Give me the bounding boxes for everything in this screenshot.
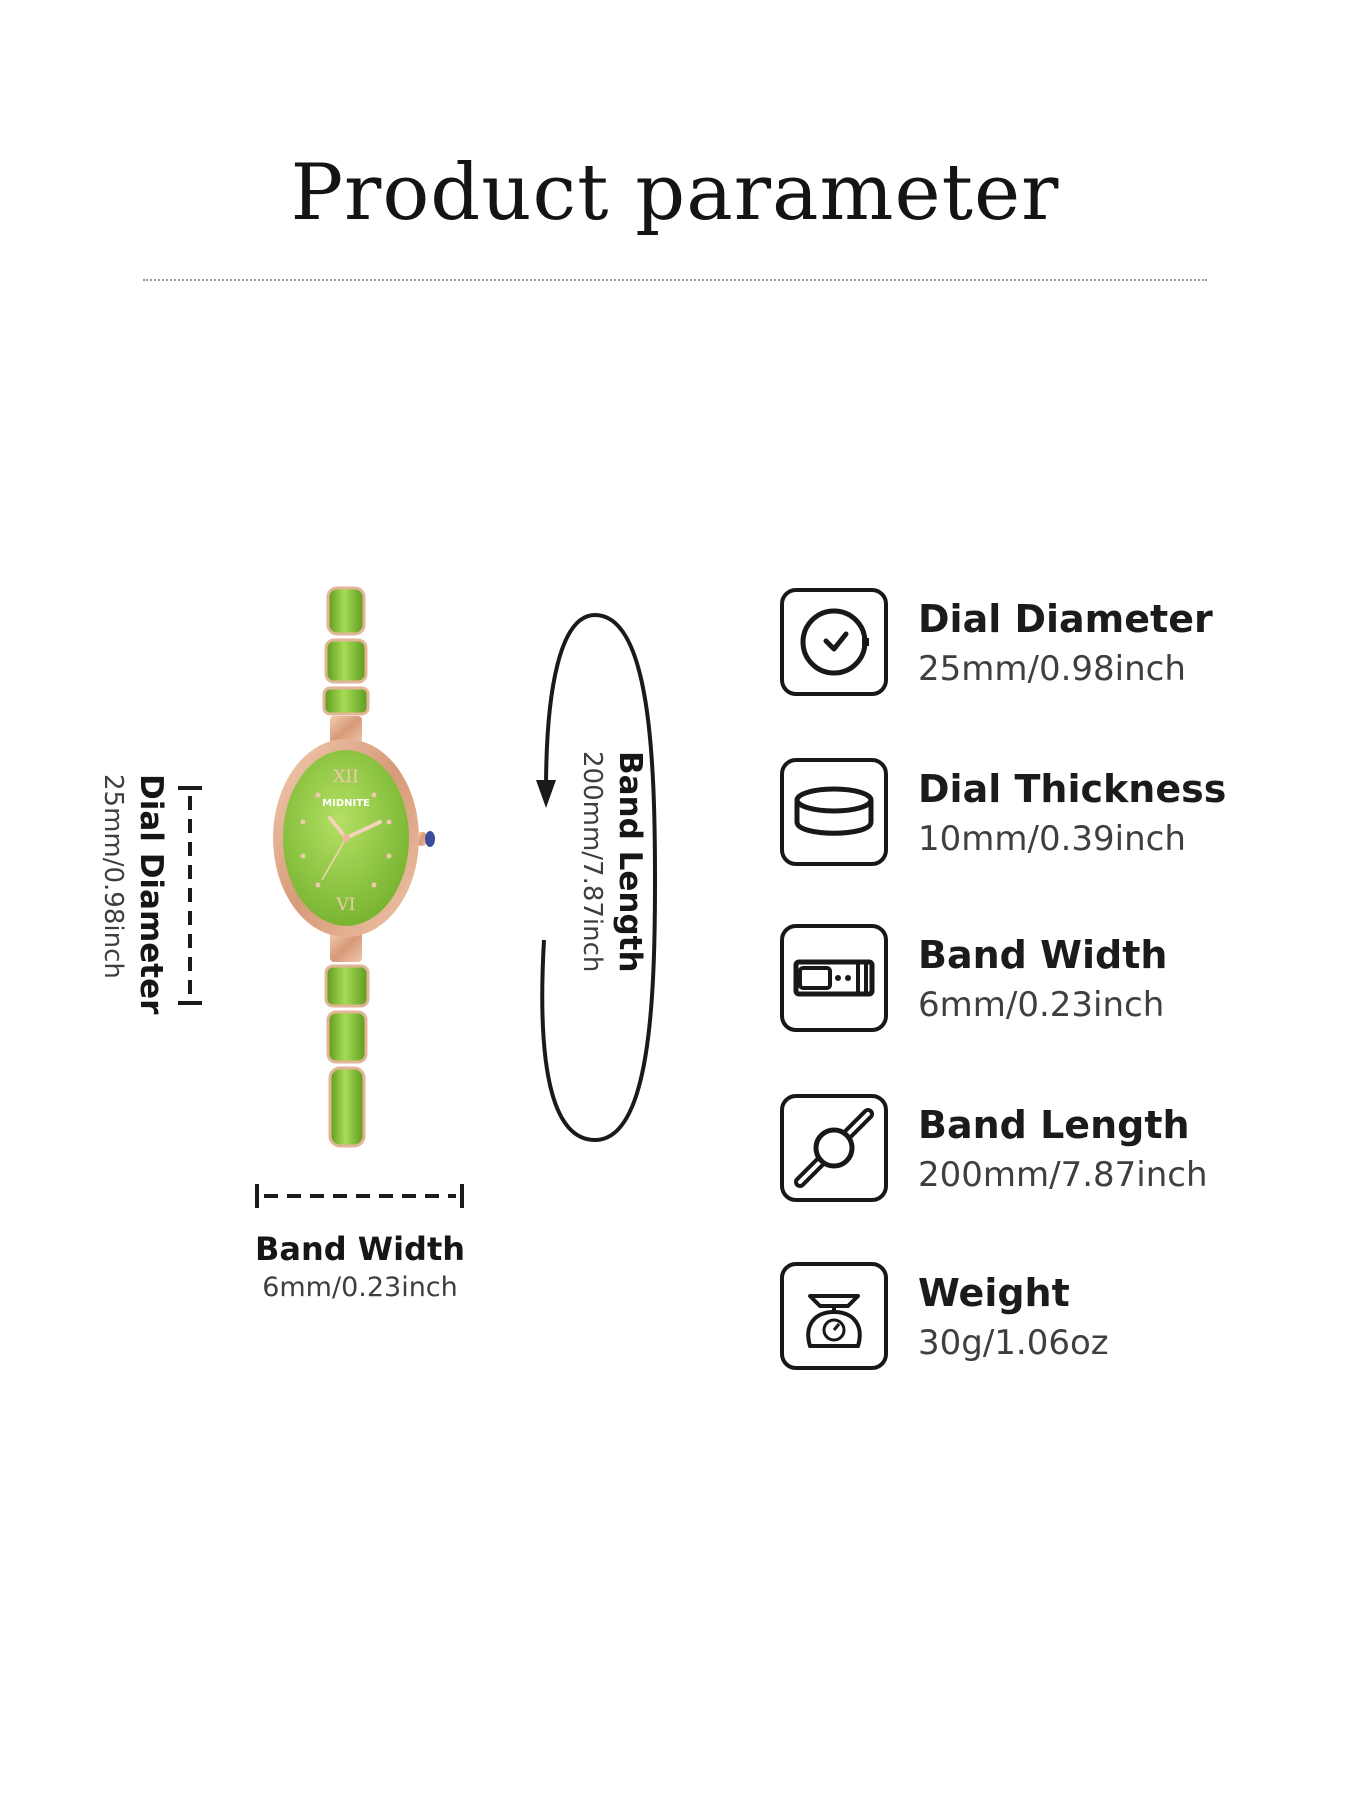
band-length-callout (574, 751, 650, 971)
dial-thickness-icon (780, 758, 888, 866)
spec-value: 30g/1.06oz (918, 1323, 1109, 1363)
clock-icon (780, 588, 888, 696)
spec-row-band-width (780, 924, 1280, 1036)
band-width-callout-value: 6mm/0.23inch (262, 1272, 458, 1303)
watch-band-upper (324, 588, 368, 744)
band-buckle-icon (780, 924, 888, 1032)
spec-value: 25mm/0.98inch (918, 649, 1186, 689)
band-length-icon (780, 1094, 888, 1202)
spec-name: Weight (918, 1271, 1070, 1315)
spec-name: Dial Diameter (918, 597, 1213, 641)
dial-diameter-callout (95, 774, 171, 1015)
band-length-callout-value: 200mm/7.87inch (577, 751, 607, 973)
band-width-bracket (257, 1184, 462, 1208)
scale-icon (780, 1262, 888, 1370)
numeral-vi: VI (336, 895, 356, 915)
numeral-xii: XII (333, 767, 359, 787)
spec-row-band-length (780, 1094, 1280, 1206)
band-width-callout (240, 1228, 480, 1306)
dial-diameter-callout-value: 25mm/0.98inch (98, 774, 128, 979)
spec-value: 200mm/7.87inch (918, 1155, 1208, 1195)
spec-name: Band Width (918, 933, 1168, 977)
spec-row-dial-thickness (780, 758, 1280, 870)
dial-diameter-callout-name: Dial Diameter (133, 774, 169, 1015)
watch-band-lower (326, 932, 368, 1146)
page-title: Product parameter (290, 148, 1060, 238)
spec-row-dial-diameter (780, 588, 1280, 700)
brand-logo: MIDNITE (322, 798, 370, 809)
spec-value: 6mm/0.23inch (918, 985, 1165, 1025)
spec-row-weight (780, 1262, 1280, 1374)
spec-name: Band Length (918, 1103, 1190, 1147)
dial-diameter-bracket (178, 788, 202, 1003)
band-width-callout-name: Band Width (254, 1230, 466, 1268)
spec-value: 10mm/0.39inch (918, 819, 1186, 859)
band-length-callout-name: Band Length (612, 751, 648, 973)
spec-name: Dial Thickness (918, 767, 1227, 811)
